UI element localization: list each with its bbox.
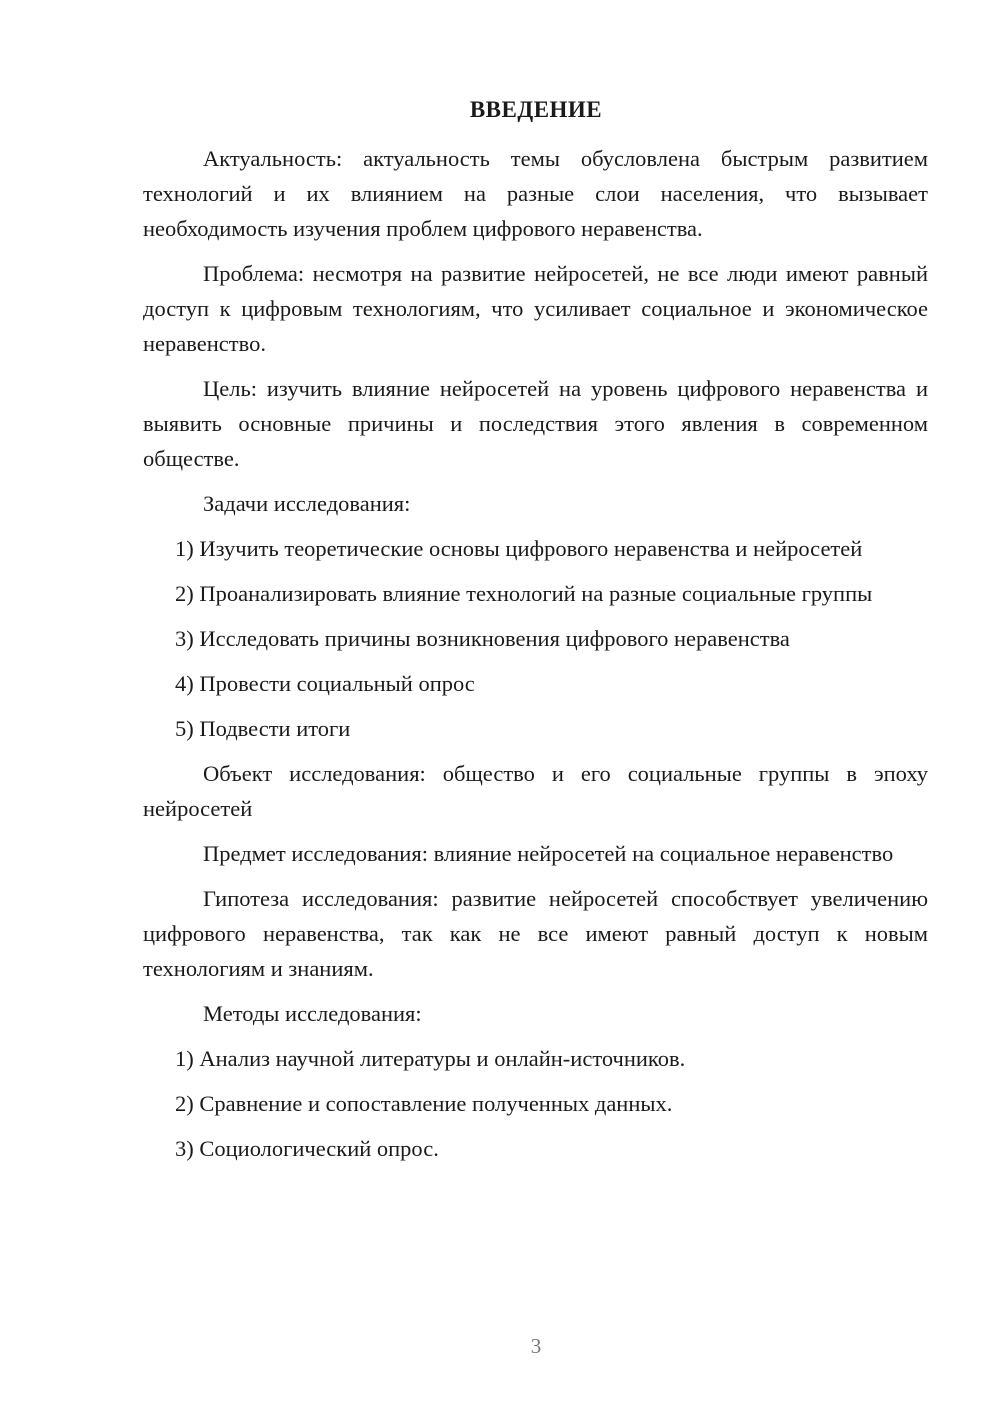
methods-list — [143, 1041, 928, 1166]
hypothesis-paragraph: Гипотеза исследования: развитие нейросетей способствует увеличению цифрового неравенства, так как не все имеют равный доступ к новым технологиям и знаниям. — [143, 886, 928, 981]
tasks-heading: Задачи исследования: — [203, 491, 411, 516]
subject-paragraph: Предмет исследования: влияние нейросетей на социальное неравенство — [203, 841, 894, 866]
problem-paragraph: Проблема: несмотря на развитие нейросетей, не все люди имеют равный доступ к цифровым технологиям, что усиливает социальное и экономическое неравенство. — [143, 261, 928, 356]
methods-heading: Методы исследования: — [203, 1001, 422, 1026]
page-number: 3 — [530, 1334, 542, 1358]
goal-paragraph: Цель: изучить влияние нейросетей на уровень цифрового неравенства и выявить основные причины и последствия этого явления в современном обществе. — [143, 376, 928, 471]
object-paragraph: Объект исследования: общество и его социальные группы в эпоху нейросетей — [143, 761, 928, 821]
list-item: 5) Подвести итоги — [175, 716, 351, 741]
list-item: 3) Социологический опрос. — [175, 1136, 439, 1161]
list-item: 4) Провести социальный опрос — [175, 671, 475, 696]
list-item: 3) Исследовать причины возникновения цифрового неравенства — [175, 626, 790, 651]
list-item: 2) Сравнение и сопоставление полученных данных. — [175, 1091, 673, 1116]
document-body — [143, 141, 928, 1176]
tasks-list — [143, 531, 928, 746]
list-item: 2) Проанализировать влияние технологий на разные социальные группы — [175, 581, 873, 606]
relevance-paragraph: Актуальность: актуальность темы обусловлена быстрым развитием технологий и их влиянием на разные слои населения, что вызывает необходимость изучения проблем цифрового неравенства. — [143, 146, 928, 241]
page-title: ВВЕДЕНИЕ — [469, 97, 603, 122]
list-item: 1) Анализ научной литературы и онлайн-источников. — [175, 1046, 686, 1071]
list-item: 1) Изучить теоретические основы цифрового неравенства и нейросетей — [175, 536, 863, 561]
